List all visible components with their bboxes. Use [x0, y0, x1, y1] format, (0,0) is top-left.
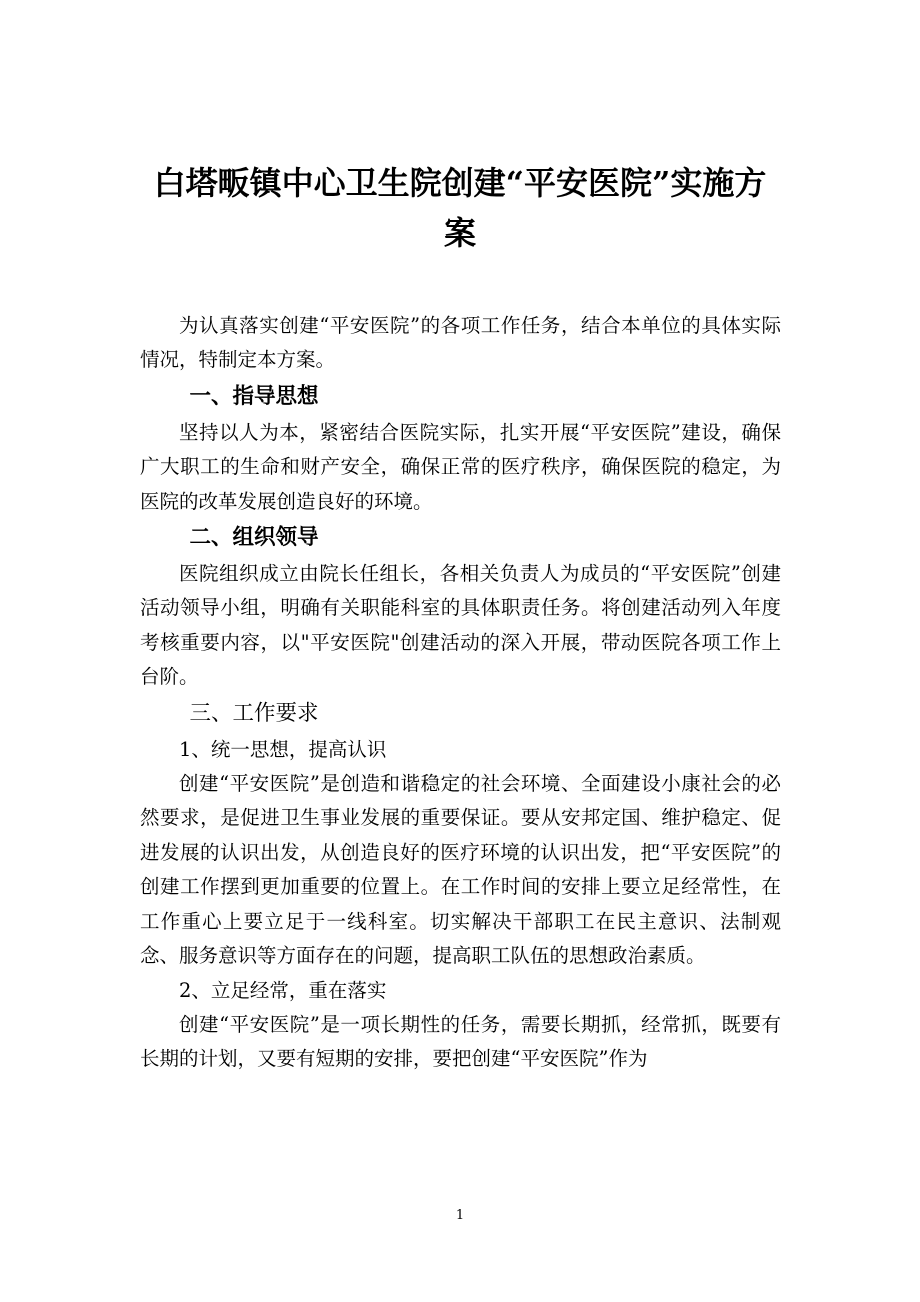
subsection-paragraph-1: 创建“平安医院”是创造和谐稳定的社会环境、全面建设小康社会的必然要求，是促进卫生事业发展的重要保证。要从安邦定国、维护稳定、促进发展的认识出发，从创造良好的医疗环境的认识出发，把“平安医院”的创建工作摆到更加重要的位置上。在工作时间的安排上要立足经常性，在工作重心上要立足于一线科室。切实解决干部职工在民主意识、法制观念、服务意识等方面存在的问题，提高职工队伍的思想政治素质。	[140, 772, 781, 968]
intro-paragraph: 为认真落实创建“平安医院”的各项工作任务，结合本单位的具体实际情况，特制定本方案。	[140, 314, 781, 372]
section-heading-organization: 二、组织领导	[189, 525, 319, 551]
document-body	[140, 309, 781, 1077]
subsection-title-2: 2、立足经常，重在落实	[179, 978, 387, 1002]
page-number: 1	[455, 1208, 465, 1223]
section-heading-work-requirements: 三、工作要求	[189, 700, 319, 726]
subsection-title-1: 1、统一思想，提高认识	[179, 737, 387, 761]
section-paragraph-guiding-thought: 坚持以人为本，紧密结合医院实际，扎实开展“平安医院”建设，确保广大职工的生命和财产安全，确保正常的医疗秩序，确保医院的稳定，为医院的改革发展创造良好的环境。	[140, 420, 781, 513]
section-paragraph-organization: 医院组织成立由院长任组长，各相关负责人为成员的“平安医院”创建活动领导小组，明确有关职能科室的具体职责任务。将创建活动列入年度考核重要内容，以"平安医院"创建活动的深入开展，带动医院各项工作上台阶。	[140, 562, 781, 689]
subsection-paragraph-2: 创建“平安医院”是一项长期性的任务，需要长期抓，经常抓，既要有长期的计划，又要有短期的安排，要把创建“平安医院”作为	[140, 1012, 781, 1071]
document-title: 白塔畈镇中心卫生院创建“平安医院”实施方案	[153, 164, 767, 252]
section-heading-guiding-thought: 一、指导思想	[189, 383, 319, 409]
